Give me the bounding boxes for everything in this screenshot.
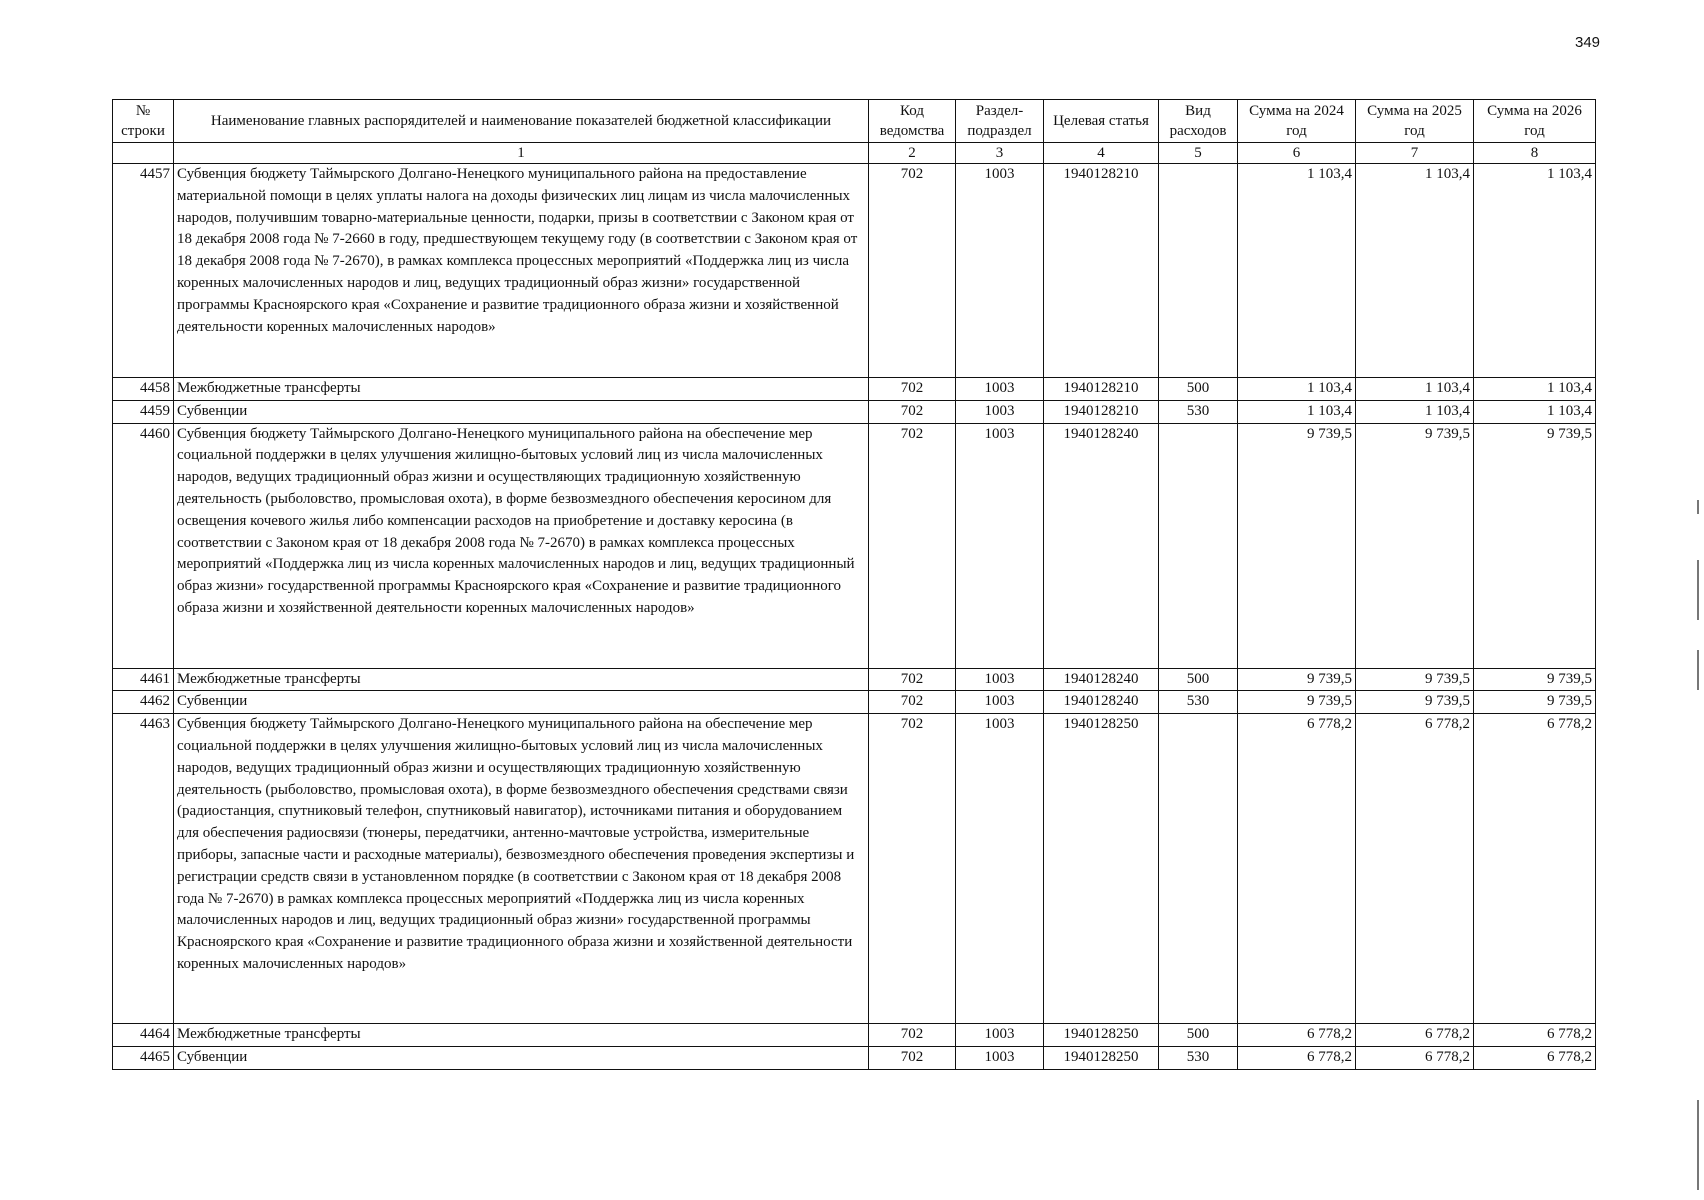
row-number: 4465 — [113, 1046, 174, 1069]
row-section: 1003 — [956, 423, 1044, 668]
header-sum-2025: Сумма на 2025 год — [1356, 100, 1474, 143]
row-sum-2024: 6 778,2 — [1238, 714, 1356, 1024]
row-name: Субвенции — [174, 1046, 869, 1069]
row-target-article: 1940128210 — [1044, 400, 1159, 423]
header-section: Раздел-подраздел — [956, 100, 1044, 143]
column-number: 6 — [1238, 143, 1356, 164]
row-sum-2025: 9 739,5 — [1356, 668, 1474, 691]
column-number: 4 — [1044, 143, 1159, 164]
row-sum-2024: 6 778,2 — [1238, 1046, 1356, 1069]
scan-edge-mark — [1697, 650, 1699, 690]
budget-table — [112, 99, 1596, 1070]
row-section: 1003 — [956, 691, 1044, 714]
row-section: 1003 — [956, 400, 1044, 423]
row-target-article: 1940128240 — [1044, 691, 1159, 714]
row-target-article: 1940128250 — [1044, 1024, 1159, 1047]
row-sum-2026: 9 739,5 — [1474, 691, 1596, 714]
row-target-article: 1940128210 — [1044, 164, 1159, 378]
row-expense-kind: 530 — [1159, 1046, 1238, 1069]
row-number: 4460 — [113, 423, 174, 668]
scan-edge-mark — [1697, 560, 1699, 620]
row-sum-2026: 6 778,2 — [1474, 1046, 1596, 1069]
row-target-article: 1940128250 — [1044, 714, 1159, 1024]
table-row — [113, 1024, 1596, 1047]
row-sum-2024: 6 778,2 — [1238, 1024, 1356, 1047]
row-department-code: 702 — [869, 1024, 956, 1047]
row-sum-2025: 1 103,4 — [1356, 400, 1474, 423]
row-sum-2026: 1 103,4 — [1474, 164, 1596, 378]
row-name: Субвенция бюджету Таймырского Долгано-Ненецкого муниципального района на обеспечение мер социальной поддержки в целях улучшения жилищно-бытовых условий лиц из числа малочисленных народов, ведущих традиционный образ жизни и осуществляющих традиционную хозяйственную деятельность (рыболовство, промысловая охота), в форме безвозмездного обеспечения средствами связи (радиостанция, спутниковый телефон, спутниковый навигатор), источниками питания и оборудованием для обеспечения радиосвязи (тюнеры, передатчики, антенно-мачтовые устройства, измерительные приборы, запасные части и расходные материалы), безвозмездного обеспечения проведения экспертизы и регистрации средств связи в установленном порядке (в соответствии с Законом края от 18 декабря 2008 года № 7-2670) в рамках комплекса процессных мероприятий «Поддержка лиц из числа коренных малочисленных народов и лиц, ведущих традиционный образ жизни» государственной программы Красноярского края «Сохранение и развитие традиционного образа жизни и хозяйственной деятельности коренных малочисленных народов» — [174, 714, 869, 1024]
table-row — [113, 668, 1596, 691]
row-name: Субвенция бюджету Таймырского Долгано-Ненецкого муниципального района на предоставление материальной помощи в целях уплаты налога на доходы физических лиц лицам из числа малочисленных народов, получившим товарно-материальные ценности, подарки, призы в соответствии с Законом края от 18 декабря 2008 года № 7-2660 в году, предшествующем текущему году (в соответствии с Законом края от 18 декабря 2008 года № 7-2670), в рамках комплекса процессных мероприятий «Поддержка лиц из числа коренных малочисленных народов и лиц, ведущих традиционный образ жизни» государственной программы Красноярского края «Сохранение и развитие традиционного образа жизни и хозяйственной деятельности коренных малочисленных народов» — [174, 164, 869, 378]
row-number: 4459 — [113, 400, 174, 423]
row-name: Межбюджетные трансферты — [174, 1024, 869, 1047]
row-section: 1003 — [956, 714, 1044, 1024]
row-section: 1003 — [956, 1024, 1044, 1047]
row-sum-2024: 9 739,5 — [1238, 691, 1356, 714]
row-expense-kind: 500 — [1159, 1024, 1238, 1047]
header-sum-2026: Сумма на 2026 год — [1474, 100, 1596, 143]
header-row — [113, 100, 1596, 143]
column-number-blank — [113, 143, 174, 164]
header-name: Наименование главных распорядителей и наименование показателей бюджетной классификации — [174, 100, 869, 143]
column-number-row — [113, 143, 1596, 164]
row-target-article: 1940128210 — [1044, 378, 1159, 401]
row-sum-2024: 9 739,5 — [1238, 668, 1356, 691]
row-department-code: 702 — [869, 714, 956, 1024]
row-sum-2025: 6 778,2 — [1356, 1046, 1474, 1069]
row-number: 4462 — [113, 691, 174, 714]
column-number: 8 — [1474, 143, 1596, 164]
row-number: 4461 — [113, 668, 174, 691]
row-name: Субвенции — [174, 691, 869, 714]
row-expense-kind — [1159, 164, 1238, 378]
row-name: Субвенция бюджету Таймырского Долгано-Ненецкого муниципального района на обеспечение мер социальной поддержки в целях улучшения жилищно-бытовых условий лиц из числа малочисленных народов, ведущих традиционный образ жизни и осуществляющих традиционную хозяйственную деятельность (рыболовство, промысловая охота), в форме безвозмездного обеспечения керосином для освещения кочевого жилья либо компенсации расходов на приобретение и доставку керосина (в соответствии с Законом края от 18 декабря 2008 года № 7-2670) в рамках комплекса процессных мероприятий «Поддержка лиц из числа коренных малочисленных народов и лиц, ведущих традиционный образ жизни» государственной программы Красноярского края «Сохранение и развитие традиционного образа жизни и хозяйственной деятельности коренных малочисленных народов» — [174, 423, 869, 668]
row-target-article: 1940128240 — [1044, 668, 1159, 691]
column-number: 7 — [1356, 143, 1474, 164]
row-sum-2025: 9 739,5 — [1356, 423, 1474, 668]
table-row — [113, 400, 1596, 423]
table-row — [113, 423, 1596, 668]
page-number: 349 — [1575, 34, 1601, 51]
scan-edge-mark — [1697, 500, 1699, 514]
row-expense-kind: 500 — [1159, 378, 1238, 401]
row-sum-2026: 1 103,4 — [1474, 378, 1596, 401]
row-department-code: 702 — [869, 378, 956, 401]
row-expense-kind — [1159, 423, 1238, 668]
row-section: 1003 — [956, 164, 1044, 378]
row-sum-2026: 9 739,5 — [1474, 668, 1596, 691]
table-row — [113, 1046, 1596, 1069]
table-row — [113, 714, 1596, 1024]
row-sum-2025: 6 778,2 — [1356, 1024, 1474, 1047]
column-number: 2 — [869, 143, 956, 164]
row-section: 1003 — [956, 378, 1044, 401]
row-department-code: 702 — [869, 691, 956, 714]
row-sum-2025: 1 103,4 — [1356, 164, 1474, 378]
row-department-code: 702 — [869, 1046, 956, 1069]
row-expense-kind: 530 — [1159, 400, 1238, 423]
column-number: 5 — [1159, 143, 1238, 164]
row-section: 1003 — [956, 1046, 1044, 1069]
row-department-code: 702 — [869, 164, 956, 378]
row-department-code: 702 — [869, 423, 956, 668]
row-sum-2026: 6 778,2 — [1474, 714, 1596, 1024]
table-row — [113, 691, 1596, 714]
scan-edge-mark — [1697, 1100, 1699, 1190]
table-row — [113, 378, 1596, 401]
row-sum-2026: 9 739,5 — [1474, 423, 1596, 668]
row-name: Межбюджетные трансферты — [174, 378, 869, 401]
row-sum-2025: 6 778,2 — [1356, 714, 1474, 1024]
header-expense-kind: Вид расходов — [1159, 100, 1238, 143]
row-sum-2026: 6 778,2 — [1474, 1024, 1596, 1047]
row-sum-2025: 9 739,5 — [1356, 691, 1474, 714]
row-target-article: 1940128250 — [1044, 1046, 1159, 1069]
row-expense-kind: 530 — [1159, 691, 1238, 714]
row-sum-2024: 1 103,4 — [1238, 164, 1356, 378]
header-row-number: № строки — [113, 100, 174, 143]
row-section: 1003 — [956, 668, 1044, 691]
row-sum-2024: 9 739,5 — [1238, 423, 1356, 668]
column-number: 1 — [174, 143, 869, 164]
row-department-code: 702 — [869, 400, 956, 423]
row-number: 4458 — [113, 378, 174, 401]
row-number: 4464 — [113, 1024, 174, 1047]
row-sum-2025: 1 103,4 — [1356, 378, 1474, 401]
row-number: 4463 — [113, 714, 174, 1024]
row-sum-2024: 1 103,4 — [1238, 400, 1356, 423]
table-row — [113, 164, 1596, 378]
header-sum-2024: Сумма на 2024 год — [1238, 100, 1356, 143]
header-department-code: Код ведомства — [869, 100, 956, 143]
row-department-code: 702 — [869, 668, 956, 691]
row-sum-2026: 1 103,4 — [1474, 400, 1596, 423]
row-number: 4457 — [113, 164, 174, 378]
row-name: Межбюджетные трансферты — [174, 668, 869, 691]
row-sum-2024: 1 103,4 — [1238, 378, 1356, 401]
row-target-article: 1940128240 — [1044, 423, 1159, 668]
row-name: Субвенции — [174, 400, 869, 423]
row-expense-kind: 500 — [1159, 668, 1238, 691]
row-expense-kind — [1159, 714, 1238, 1024]
column-number: 3 — [956, 143, 1044, 164]
header-target-article: Целевая статья — [1044, 100, 1159, 143]
